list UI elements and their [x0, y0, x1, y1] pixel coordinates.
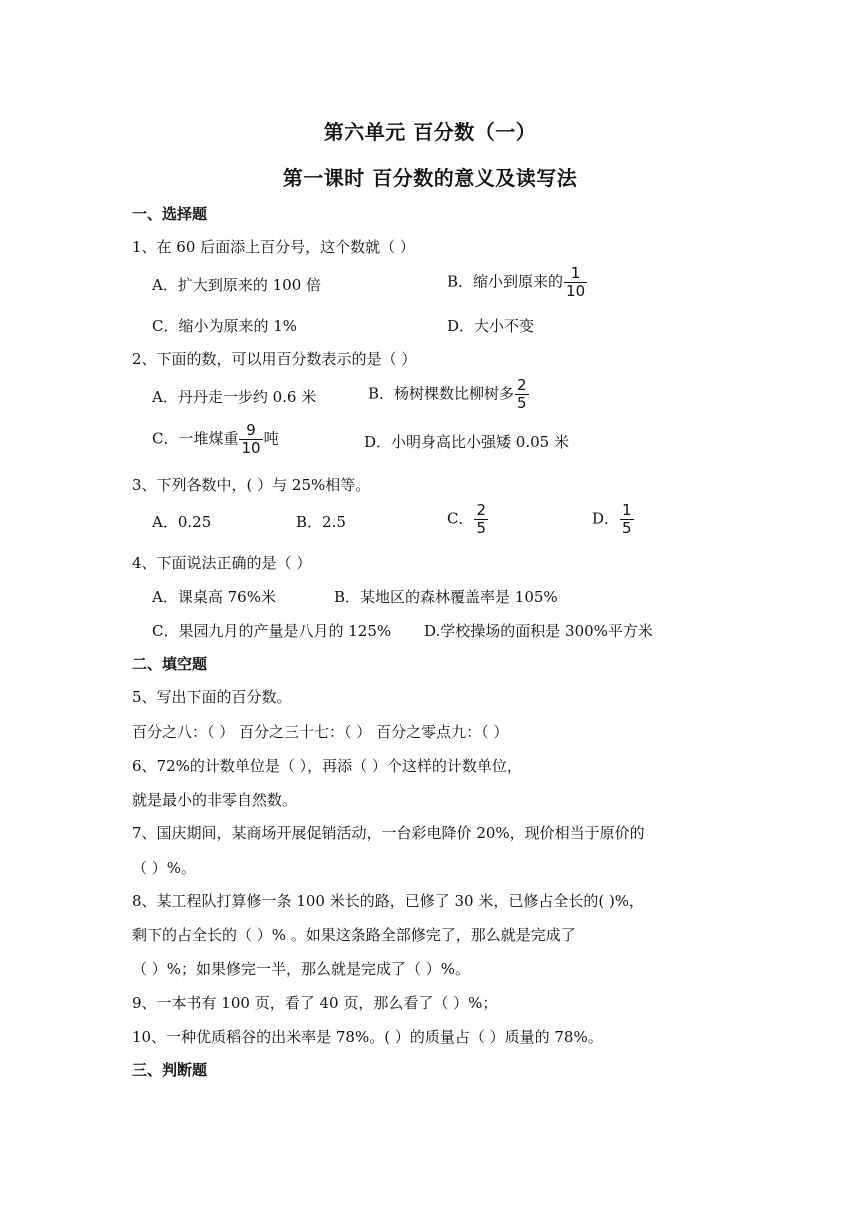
question-4-option-d: D.学校操场的面积是 300%平方米 — [424, 622, 653, 640]
option-b-text: B．杨树棵数比柳树多 — [368, 384, 515, 403]
fraction-denominator: 5 — [517, 394, 527, 412]
question-3-stem: 3、下列各数中，( ）与 25%相等。 — [132, 476, 371, 494]
unit-title: 第六单元 百分数（一） — [323, 120, 537, 144]
fraction-denominator: 5 — [476, 519, 487, 537]
question-4-option-b: B．某地区的森林覆盖率是 105% — [334, 588, 558, 606]
option-c-text: C． — [447, 509, 474, 528]
question-4-option-c: C．果园九月的产量是八月的 125% — [152, 622, 392, 640]
question-9: 9、一本书有 100 页，看了 40 页，那么看了（ ）%； — [132, 994, 498, 1012]
question-1-option-a: A．扩大到原来的 100 倍 — [152, 276, 321, 294]
fraction-numerator: 1 — [622, 501, 632, 519]
question-4-option-a: A．课桌高 76%米 — [152, 588, 276, 606]
question-5-blanks: 百分之八：（ ） 百分之三十七：（ ） 百分之零点九：（ ） — [132, 723, 509, 741]
fraction-numerator: 2 — [517, 376, 527, 394]
fraction — [239, 422, 262, 457]
question-7-line-2: （ ）%。 — [132, 859, 197, 877]
question-1-option-b — [447, 265, 588, 300]
option-c-text: C．一堆煤重 — [152, 429, 239, 448]
question-1-option-d: D．大小不变 — [447, 317, 535, 335]
fraction-denominator: 5 — [622, 519, 632, 537]
fraction-numerator: 2 — [476, 501, 487, 519]
question-3-option-b: B．2.5 — [296, 513, 346, 531]
fraction-denominator: 10 — [241, 439, 261, 457]
lesson-title: 第一课时 百分数的意义及读写法 — [282, 166, 578, 190]
question-1-option-c: C．缩小为原来的 1% — [152, 317, 298, 335]
fraction-numerator: 9 — [239, 422, 262, 440]
question-10: 10、一种优质稻谷的出米率是 78%。( ）的质量占（ ）质量的 78%。 — [132, 1028, 603, 1046]
question-2-option-c — [152, 422, 279, 457]
question-8-line-2: 剩下的占全长的（ ）% 。如果这条路全部修完了，那么就是完成了 — [132, 926, 576, 944]
question-4-stem: 4、下面说法正确的是（ ） — [132, 554, 312, 572]
question-2-stem: 2、下面的数，可以用百分数表示的是（ ） — [132, 350, 417, 368]
question-8-line-1: 8、某工程队打算修一条 100 米长的路，已修了 30 米，已修占全长的( )%， — [132, 892, 645, 910]
question-8-line-3: （ ）%；如果修完一半，那么就是完成了（ ）%。 — [132, 960, 471, 978]
fraction-denominator: 10 — [566, 282, 586, 300]
section-judge-heading: 三、判断题 — [132, 1061, 208, 1079]
option-d-text: D． — [592, 509, 620, 528]
question-6-line-1: 6、72%的计数单位是（ ），再添（ ）个这样的计数单位， — [132, 757, 522, 775]
fraction-numerator: 1 — [564, 265, 587, 283]
option-b-text: B．缩小到原来的 — [447, 272, 564, 291]
question-6-line-2: 就是最小的非零自然数。 — [132, 791, 298, 809]
section-choice-heading: 一、选择题 — [132, 205, 208, 223]
question-3-option-d — [592, 502, 635, 537]
question-5-stem: 5、写出下面的百分数。 — [132, 688, 292, 706]
question-2-option-b — [368, 377, 530, 412]
fraction — [515, 377, 529, 412]
question-2-option-a: A．丹丹走一步约 0.6 米 — [152, 388, 317, 406]
question-1-stem: 1、在 60 后面添上百分号，这个数就（ ） — [132, 238, 415, 256]
question-3-option-a: A．0.25 — [152, 513, 212, 531]
fraction — [474, 502, 488, 537]
section-fill-heading: 二、填空题 — [132, 655, 208, 673]
question-7-line-1: 7、国庆期间，某商场开展促销活动，一台彩电降价 20%，现价相当于原价的 — [132, 824, 645, 842]
fraction — [564, 265, 587, 300]
fraction — [620, 502, 634, 537]
question-3-option-c — [447, 502, 489, 537]
question-2-option-d: D．小明身高比小强矮 0.05 米 — [364, 433, 569, 451]
option-c-unit: 吨 — [263, 429, 279, 448]
